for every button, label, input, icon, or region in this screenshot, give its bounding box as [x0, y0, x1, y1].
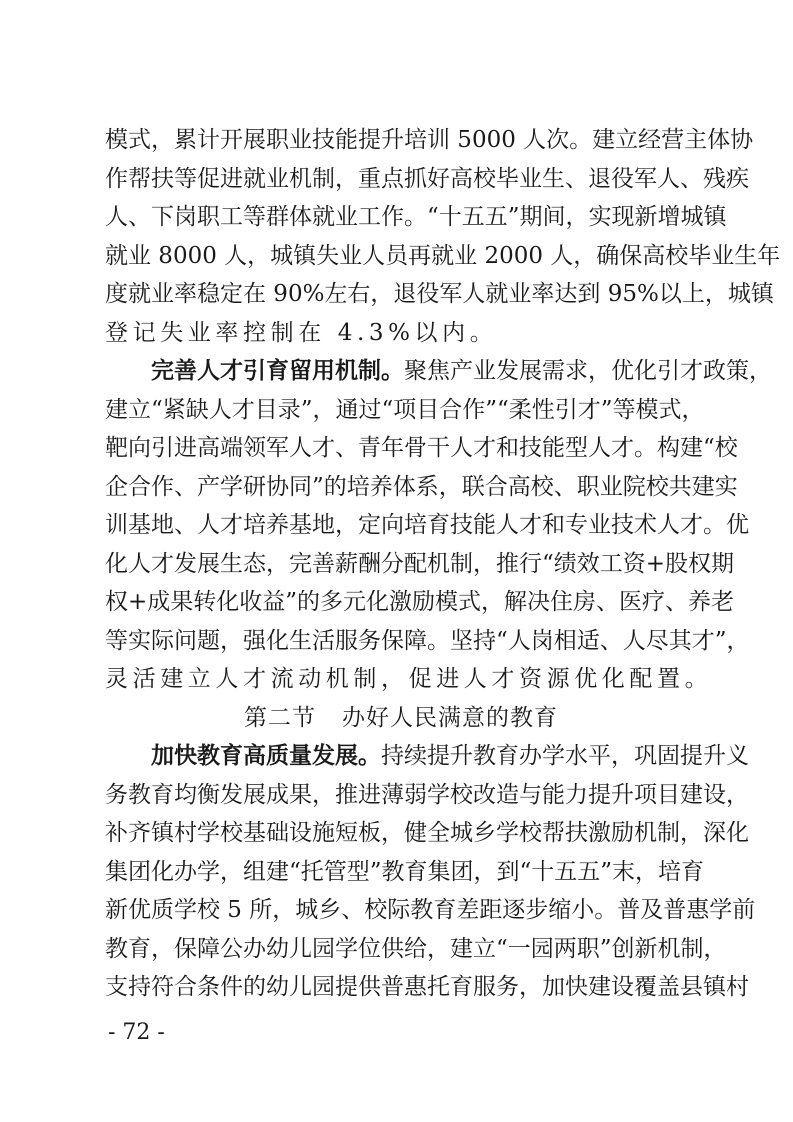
section-number: 第二节 — [244, 704, 316, 731]
text-line: 教育，保障公办幼儿园学位供给，建立“一园两职”创新机制， — [105, 935, 727, 962]
text-line: 权+成果转化收益”的多元化激励模式，解决住房、医疗、养老 — [105, 589, 735, 615]
paragraph-lead-heading: 完善人才引育留用机制。 — [151, 358, 404, 384]
text-line: 就业 8000 人，城镇失业人员再就业 2000 人，确保高校毕业生年 — [105, 242, 781, 269]
text-line: 靶向引进高端领军人才、青年骨干人才和技能型人才。构建“校 — [105, 435, 738, 461]
text-line: 建立“紧缺人才目录”，通过“项目合作”“柔性引才”等模式， — [105, 396, 705, 423]
text-line: 度就业率稳定在 90%左右，退役军人就业率达到 95%以上，城镇 — [105, 281, 774, 307]
section-title: 办好人民满意的教育 — [342, 704, 558, 731]
text-line: 企合作、产学研协同”的培养体系，联合高校、职业院校共建实 — [105, 473, 738, 500]
page-number: - 72 - — [108, 1020, 165, 1045]
paragraph-education — [105, 737, 756, 1007]
text-line: 化人才发展生态，完善薪酬分配机制，推行“绩效工资+股权期 — [105, 550, 735, 577]
text-line: 人、下岗职工等群体就业工作。“十五五”期间，实现新增城镇 — [105, 204, 727, 230]
text-line: 新优质学校 5 所，城乡、校际教育差距逐步缩小。普及普惠学前 — [105, 897, 756, 923]
text-span: 持续提升教育办学水平，巩固提升义 — [381, 743, 749, 769]
text-line: 作帮扶等促进就业机制，重点抓好高校毕业生、退役军人、残疾 — [105, 165, 749, 192]
text-line: 补齐镇村学校基础设施短板，健全城乡学校帮扶激励机制，深化 — [105, 820, 749, 846]
text-line: 务教育均衡发展成果，推进薄弱学校改造与能力提升项目建设， — [105, 781, 749, 808]
text-line — [105, 352, 772, 391]
text-span: 聚焦产业发展需求，优化引才政策， — [404, 358, 772, 384]
section-heading — [105, 699, 697, 738]
text-line: 灵活建立人才流动机制，促进人才资源优化配置。 — [105, 666, 713, 692]
paragraph-talent — [105, 352, 772, 699]
text-line: 登记失业率控制在 4.3%以内。 — [105, 319, 498, 346]
text-line: 等实际问题，强化生活服务保障。坚持“人岗相适、人尽其才”， — [105, 627, 750, 654]
document-body — [105, 121, 781, 1007]
paragraph-employment — [105, 121, 781, 352]
paragraph-lead-heading: 加快教育高质量发展。 — [151, 743, 381, 769]
text-line: 集团化办学，组建“托管型”教育集团，到“十五五”末，培育 — [105, 858, 705, 885]
text-line: 模式，累计开展职业技能提升培训 5000 人次。建立经营主体协 — [105, 127, 754, 153]
text-line — [105, 737, 749, 776]
text-line: 支持符合条件的幼儿园提供普惠托育服务，加快建设覆盖县镇村 — [105, 974, 749, 1000]
text-line: 训基地、人才培养基地，定向培育技能人才和专业技术人才。优 — [105, 512, 749, 538]
